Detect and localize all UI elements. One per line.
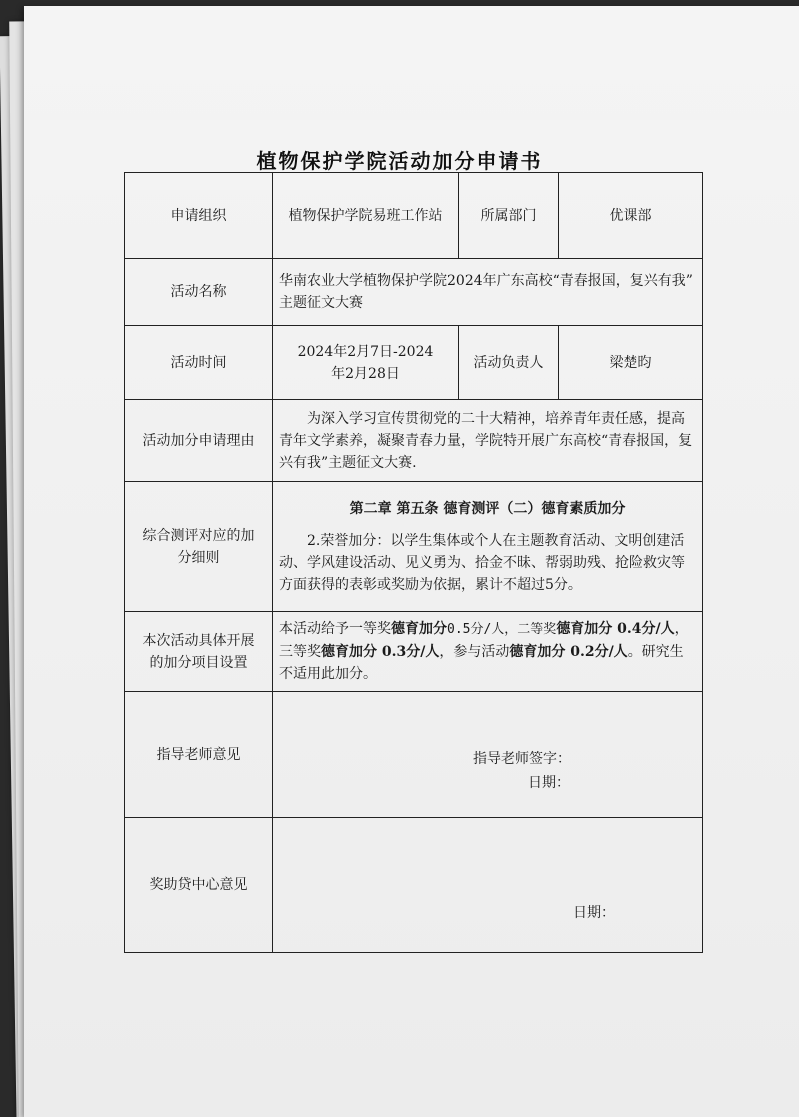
criteria-label-line2: 分细则 <box>177 549 220 566</box>
activity-leader-label: 活动负责人 <box>459 326 559 400</box>
activity-leader-value: 梁楚昀 <box>559 326 703 400</box>
bonus-items-label <box>125 612 273 692</box>
bonus-items-label-line2: 的加分项目设置 <box>149 654 248 671</box>
application-form-table <box>124 172 703 953</box>
row-advisor-opinion <box>125 692 703 818</box>
criteria-body: 2.荣誉加分：以学生集体或个人在主题教育活动、文明创建活动、学风建设活动、见义勇为、拾金不昧、帮弱助残、抢险救灾等方面获得的表彰或奖励为依据，累计不超过5分。 <box>279 532 685 593</box>
aid-center-opinion-value <box>273 818 703 953</box>
reason-value: 为深入学习宣传贯彻党的二十大精神，培养青年责任感，提高青年文学素养，凝聚青春力量，学院特开展广东高校“青春报国，复兴有我”主题征文大赛. <box>273 400 703 482</box>
criteria-label-line1: 综合测评对应的加 <box>142 527 255 544</box>
bonus-highlight: 德育加分 0.4分/人 <box>556 621 675 637</box>
department-label: 所属部门 <box>459 173 559 259</box>
bonus-text-part: 本活动给予一等奖 <box>279 621 391 637</box>
applicant-label: 申请组织 <box>125 173 273 259</box>
criteria-label <box>125 482 273 612</box>
aid-center-opinion-label: 奖助贷中心意见 <box>125 818 273 953</box>
advisor-date-label: 日期： <box>528 775 570 791</box>
activity-time-value <box>273 326 459 400</box>
row-applicant <box>125 173 703 259</box>
bonus-highlight: 德育加分 0.2分/人 <box>509 644 628 660</box>
criteria-value <box>273 482 703 612</box>
activity-name-value: 华南农业大学植物保护学院2024年广东高校“青春报国，复兴有我” 主题征文大赛 <box>273 259 703 326</box>
row-bonus-items <box>125 612 703 692</box>
bonus-text-part: 0.5分/人，二等奖 <box>447 622 557 637</box>
advisor-opinion-label: 指导老师意见 <box>125 692 273 818</box>
advisor-opinion-value <box>273 692 703 818</box>
bonus-text-part: ，参与活动 <box>439 644 510 660</box>
row-criteria <box>125 482 703 612</box>
bonus-highlight: 德育加分 0.3分/人 <box>321 644 440 660</box>
activity-time-label: 活动时间 <box>125 326 273 400</box>
bonus-text-part: ，三等奖 <box>279 621 689 660</box>
aid-center-date-label: 日期： <box>573 905 615 921</box>
advisor-signature-label: 指导老师签字： <box>473 751 571 767</box>
reason-label: 活动加分申请理由 <box>125 400 273 482</box>
activity-time-end: 年2月28日 <box>331 365 400 382</box>
row-aid-center-opinion <box>125 818 703 953</box>
activity-name-label: 活动名称 <box>125 259 273 326</box>
row-activity-name <box>125 259 703 326</box>
bonus-items-label-line1: 本次活动具体开展 <box>142 632 255 649</box>
bonus-text-part: 。研究生不适用此加分。 <box>279 644 684 682</box>
department-value: 优课部 <box>559 173 703 259</box>
bonus-highlight: 德育加分 <box>391 621 447 637</box>
activity-time-start: 2024年2月7日-2024 <box>297 343 434 360</box>
document-title: 植物保护学院活动加分申请书 <box>256 149 543 173</box>
criteria-heading: 第二章 第五条 德育测评（二）德育素质加分 <box>349 500 626 517</box>
bonus-items-value <box>273 612 703 692</box>
row-reason <box>125 400 703 482</box>
applicant-value: 植物保护学院易班工作站 <box>273 173 459 259</box>
row-activity-time <box>125 326 703 400</box>
